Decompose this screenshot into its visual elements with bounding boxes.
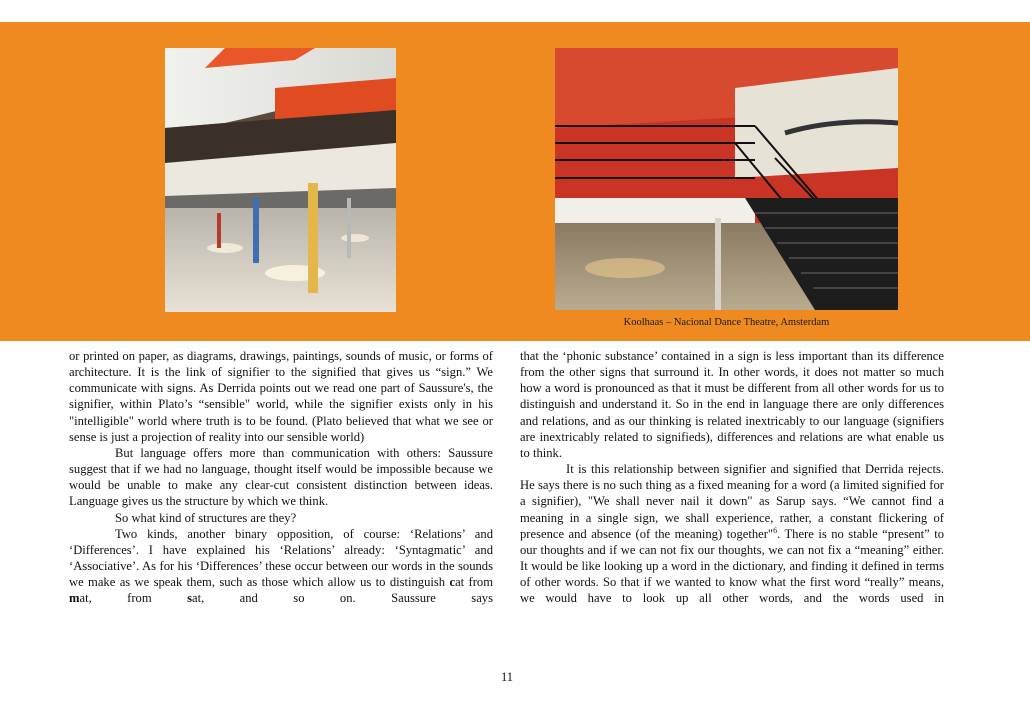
paragraph: So what kind of structures are they? <box>115 510 297 525</box>
page-number: 11 <box>500 670 514 684</box>
staircase-photo <box>555 48 898 310</box>
foyer-photo <box>165 48 396 312</box>
footnote-marker: 6 <box>773 525 778 535</box>
text-run: . There is no stable “present” to our thoughts and if we can not fix our thoughts, we can not fix a “meaning” either. It would be like looking up a word in the dictionary, and finding it defined in terms of other words. So that if we wanted to know what the first word “really” means, we would have to look up all other words, and the words used in <box>520 526 944 606</box>
text-run: Two kinds, another binary opposition, of course: ‘Relations’ and ‘Differences’. I have explained his ‘Relations’ already: ‘Syntagmatic’ and ‘Associative’. As for his ‘Differences’ these occur between our words in the sounds we make as we speak them, such as those which allow us to distinguish <box>69 526 493 590</box>
paragraph <box>69 526 493 607</box>
text-run: at, from <box>79 591 188 606</box>
bold-letter: c <box>449 575 456 590</box>
text-run: at from <box>455 575 493 590</box>
paragraph <box>520 461 944 606</box>
bold-letter: m <box>69 591 80 606</box>
right-text-column <box>520 348 944 607</box>
staircase-photo-drawing <box>555 48 898 310</box>
foyer-photo-drawing <box>165 48 396 312</box>
paragraph: that the ‘phonic substance’ contained in a sign is less important than its difference from the other signs that surround it. In other words, it does not matter so much how a word is pronounced as that it must be different from all other words for us to distinguish and understand it. So in the end in language there are only differences and relations, and as our thinking is related inextricably to our language (signifiers are inextricably related to signifieds), differences and relations are what enable us to think. <box>520 349 944 460</box>
text-run: at, and so on. Saussure says <box>192 591 493 606</box>
bold-letter: s <box>187 591 192 606</box>
text-run: It is this relationship between signifier and signified that Derrida rejects. He says there is no such thing as a fixed meaning for a word (a limited signified for a signifier), "We shall never nail it down" as Sarup says. “We cannot find a meaning in a single sign, we shall experience, rather, a constant flickering of presence and absence (of the meaning) together" <box>520 462 944 541</box>
photo-caption: Koolhaas – Nacional Dance Theatre, Amsterdam <box>623 317 830 328</box>
left-text-column <box>69 348 493 607</box>
paragraph: But language offers more than communication with others: Saussure suggest that if we had no language, thought itself would be impossible because we would be unable to make any clear-cut consistent distinction between ideas. Language gives us the structure by which we think. <box>69 445 493 509</box>
paragraph: or printed on paper, as diagrams, drawings, paintings, sounds of music, or forms of architecture. It is the link of signifier to the signified that gives us “sign.” We communicate with signs. As Derrida points out we read one part of Saussure's, the signifier, within Plato’s “sensible" world, while the signifier exists only in his "intelligible" world where truth is to be found. (Plato believed that what we see or sense is just a projection of reality into our sensible world) <box>69 349 493 444</box>
